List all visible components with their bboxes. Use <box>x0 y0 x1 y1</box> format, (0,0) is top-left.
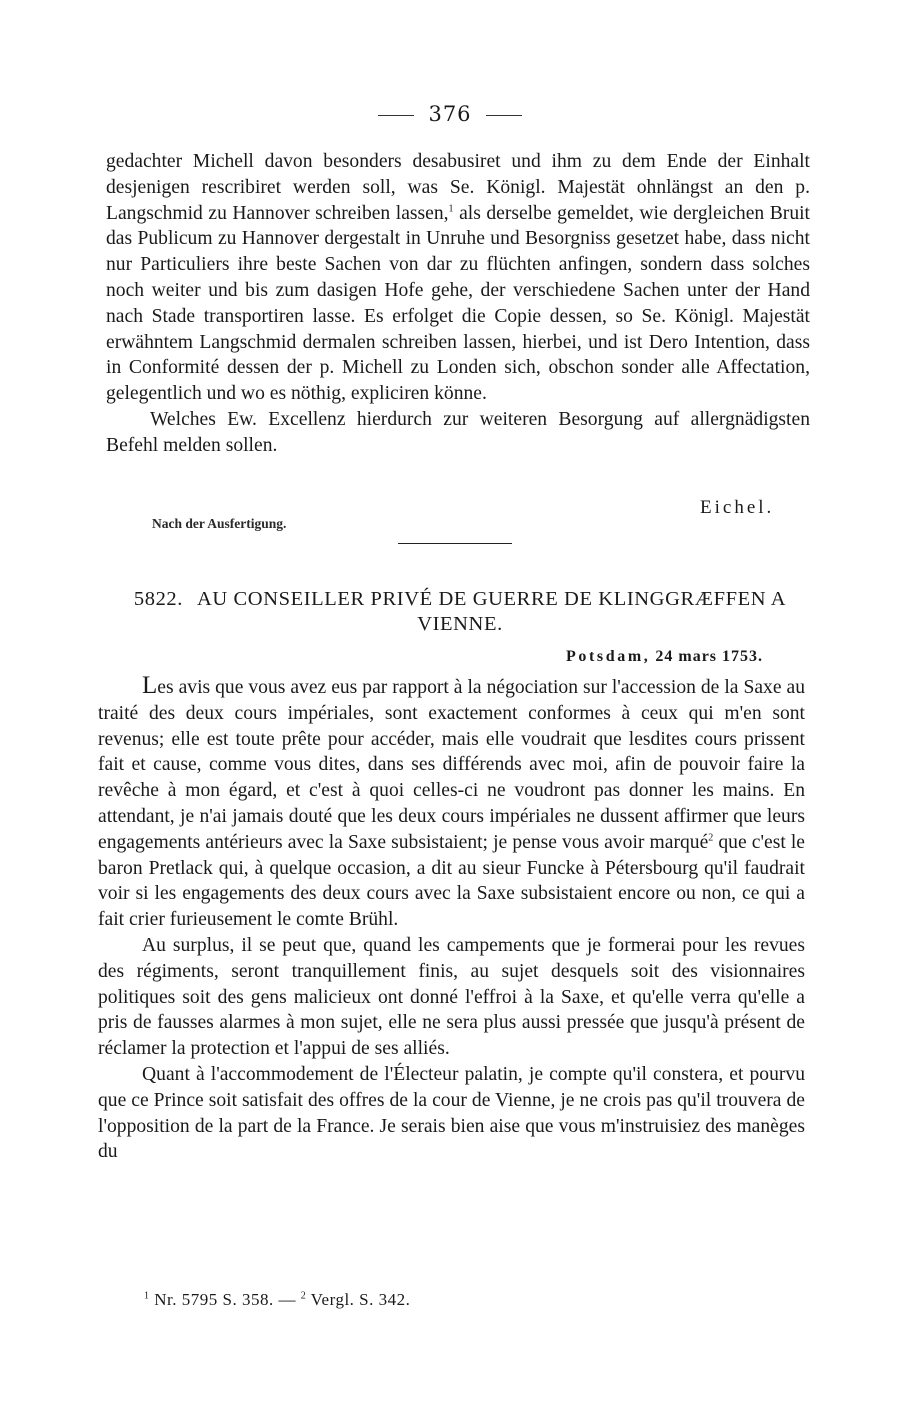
signature: Eichel. <box>700 497 775 518</box>
section-divider <box>398 543 512 544</box>
letter-body <box>98 673 805 1165</box>
paragraph <box>98 673 805 933</box>
paragraph-text: gedachter Michell davon besonders desabusiret und ihm zu dem Ende der Einhalt desjenigen rescribiret werden soll, was Se. Königl. Majestät ohnlängst an den p. Langschmid zu Hannover schreiben lassen, <box>106 151 810 224</box>
paragraph-text: Welches Ew. Excellenz hierdurch zur weiteren Besorgung auf allergnädigsten Befehl melden sollen. <box>106 408 810 456</box>
source-note: Nach der Ausfertigung. <box>152 516 287 531</box>
paragraph-text: Au surplus, il se peut que, quand les campements que je formerai pour les revues des régiments, seront tranquillement finis, au sujet desquels soit des visionnaires politiques soit des gens malicieux ont donné l'effroi à la Saxe, et qu'elle verra qu'elle a pris de fausses alarmes à mon sujet, elle ne sera plus aussi pressée que jusqu'à présent de réclamer la protection et l'appui de ses alliés. <box>98 934 805 1060</box>
paragraph-text: als derselbe gemeldet, wie dergleichen Bruit das Publicum zu Hannover dergestalt in Unruhe und Besorgniss gesetzet habe, dass nicht nur Particuliers ihre beste Sachen von dar zu flüchten anfingen, sondern dass solches noch weiter und bis zum dasigen Hofe gehe, der verschiedene Sachen unter der Hand nach Stade transportiren lasse. Es erfolget die Copie dessen, so Se. Königl. Majestät erwähntem Langschmid dermalen schreiben lassen, hierbei, und ist Dero Intention, dass in Conformité dessen der p. Michell zu Londen sich, obschon sonder alle Affectation, gelegentlich und wo es nöthig, expliciren könne. <box>106 202 811 405</box>
paragraph-text: Quant à l'accommodement de l'Électeur palatin, je compte qu'il constera, et pourvu que ce Prince soit satisfait des offres de la cour de Vienne, je ne crois pas qu'il trouvera de l'opposition de la part de la France. Je serais bien aise que vous m'instruisiez des manèges du <box>98 1063 805 1163</box>
paragraph <box>106 149 810 407</box>
dateline-date: 24 mars 1753. <box>655 648 764 665</box>
paragraph-text: es avis que vous avez eus par rapport à la négociation sur l'accession de la Saxe au traité des deux cours impériales, sont exactement conformes à ceux qui m'en sont revenus; elle est toute prête pour accéder, mais elle voudrait que lesdites cours prissent fait et cause, comme vous dites, dans ses différends avec moi, afin de pouvoir faire la revêche à mon égard, et c'est à quoi celles-ci ne voudront pas donner les mains. En attendant, je n'ai jamais douté que les deux cours impériales ne dussent affirmer que leurs engagements antérieurs avec la Saxe subsistaient; je pense vous avoir marqué <box>98 677 805 853</box>
footnote-marker: 1 <box>448 203 454 215</box>
footnote-text: Nr. 5795 S. 358. — <box>149 1290 301 1309</box>
footnote-marker: 2 <box>300 1290 307 1302</box>
paragraph <box>106 407 810 459</box>
header-dash-right <box>486 115 522 116</box>
paragraph-text: que c'est le baron Pretlack qui, à quelque occasion, a dit au sieur Funcke à Pétersbourg qu'il faudrait voir si les engagements des deux cours avec la Saxe subsistaient encore ou non, ce qui a fait crier furieusement le comte Brühl. <box>98 831 805 931</box>
page-number: 376 <box>428 102 472 126</box>
footnote-marker: 2 <box>708 832 714 844</box>
letter-continuation <box>106 149 810 459</box>
paragraph <box>98 1062 805 1165</box>
dateline-place: Potsdam, <box>566 648 651 665</box>
dateline <box>566 648 763 666</box>
page-number-header <box>0 102 900 126</box>
footnote-text: Vergl. S. 342. <box>306 1290 411 1309</box>
footnotes <box>144 1290 410 1310</box>
initial-letter: L <box>142 672 158 699</box>
footnote-marker: 1 <box>144 1290 150 1302</box>
letter-title: AU CONSEILLER PRIVÉ DE GUERRE DE KLINGGRÆFFEN A VIENNE. <box>197 588 787 635</box>
paragraph <box>98 933 805 1062</box>
letter-heading <box>130 587 790 637</box>
header-dash-left <box>378 115 414 116</box>
letter-number: 5822. <box>133 588 183 610</box>
